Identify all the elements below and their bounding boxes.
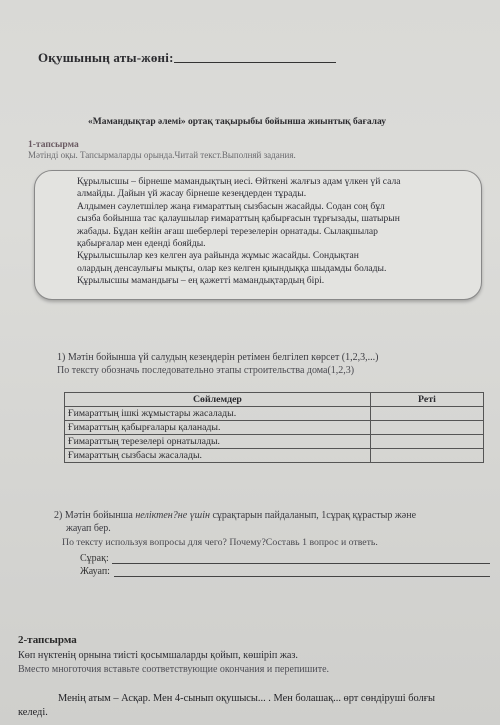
sentences-column-header: Сөйлемдер: [65, 393, 371, 407]
task2-exercise-line: келеді.: [18, 707, 48, 718]
question2-kz-post: сұрақтарын пайдаланып, 1сұрақ құрастыр және: [209, 510, 417, 521]
task2-exercise-line: Менің атым – Асқар. Мен 4-сынып оқушысы... . Мен болашақ... өрт сөндіруші болғы: [58, 693, 435, 704]
question1-ru: По тексту обозначь последовательно этапы строительства дома(1,2,3): [57, 365, 355, 376]
question2-kz-continued: жауап бер.: [66, 523, 111, 534]
reading-text-line: Құрылысшы – бірнеше мамандықтың иесі. Өйткені жалғыз адам үлкен үй сала: [77, 176, 401, 187]
question-label: Сұрақ:: [80, 553, 109, 564]
order-input-cell[interactable]: [370, 449, 483, 463]
question2-ru: По тексту используя вопросы для чего? Почему?Составь 1 вопрос и ответь.: [62, 537, 378, 548]
question-answer-line[interactable]: [112, 563, 490, 564]
answer-label: Жауап:: [80, 566, 110, 577]
reading-text-line: Құрылысшы мамандығы – ең қажетті мамандықтардың бірі.: [77, 275, 325, 287]
order-input-cell[interactable]: [370, 407, 483, 421]
reading-text-line: жабады. Бұдан кейін ағаш шеберлері терезелерін орнатады. Сылақшылар: [77, 225, 378, 237]
sentence-cell: Ғимараттың сызбасы жасалады.: [65, 449, 371, 463]
table-row: [65, 407, 484, 421]
ordering-table: [64, 392, 484, 463]
reading-text-line: сызба бойынша тас қалаушылар ғимараттың қабырғасын тұрғызады, шатырын: [77, 213, 400, 225]
task2-instruction-ru: Вместо многоточия вставьте соответствующие окончания и перепишите.: [18, 664, 330, 675]
reading-text-box: [34, 170, 482, 300]
sentence-cell: Ғимараттың ішкі жұмыстары жасалады.: [65, 407, 371, 421]
reading-text: [77, 176, 467, 288]
question2-kz-pre: 2) Мәтін бойынша: [54, 510, 136, 521]
question2-kz-emphasis: неліктен?не үшін: [135, 510, 210, 521]
table-row: [65, 449, 484, 463]
table-row: [65, 421, 484, 435]
table-row: [65, 435, 484, 449]
task2-title: 2-тапсырма: [18, 634, 77, 646]
task2-instruction-kz: Көп нүктенің орнына тиісті қосымшаларды қойып, көшіріп жаз.: [18, 650, 298, 661]
question2-kz: [54, 510, 416, 521]
reading-text-line: Құрылысшылар кез келген ауа райында жұмыс жасайды. Сондықтан: [77, 250, 359, 262]
sentence-cell: Ғимараттың терезелері орнатылады.: [65, 435, 371, 449]
order-column-header: Реті: [370, 393, 483, 407]
student-name-label: Оқушының аты-жөні:: [38, 50, 174, 65]
task1-title: 1-тапсырма: [28, 140, 79, 150]
task1-instruction: Мәтінді оқы. Тапсырмаларды орында.Читай текст.Выполняй задания.: [28, 150, 296, 160]
reading-text-line: қабырғалар мен еденді бояйды.: [77, 238, 206, 250]
reading-text-line: алмайды. Дайын үй жасау бірнеше кезеңдерден тұрады.: [77, 188, 307, 200]
student-name-line: [174, 62, 336, 63]
sentence-cell: Ғимараттың қабырғалары қаланады.: [65, 421, 371, 435]
assessment-topic: «Мамандықтар әлемі» ортақ тақырыбы бойынша жиынтық бағалау: [88, 117, 387, 127]
order-input-cell[interactable]: [370, 421, 483, 435]
order-input-cell[interactable]: [370, 435, 483, 449]
answer-line[interactable]: [114, 576, 490, 577]
reading-text-line: олардың денсаулығы мықты, олар кез келген қиындыққа шыдамды болады.: [77, 262, 387, 274]
reading-text-line: Алдымен сәулетшілер жаңа ғимараттың сызбасын жасайды. Содан соң бұл: [77, 200, 385, 212]
question1-kz: 1) Мәтін бойынша үй салудың кезеңдерін ретімен белгілеп көрсет (1,2,3,...): [57, 352, 379, 363]
